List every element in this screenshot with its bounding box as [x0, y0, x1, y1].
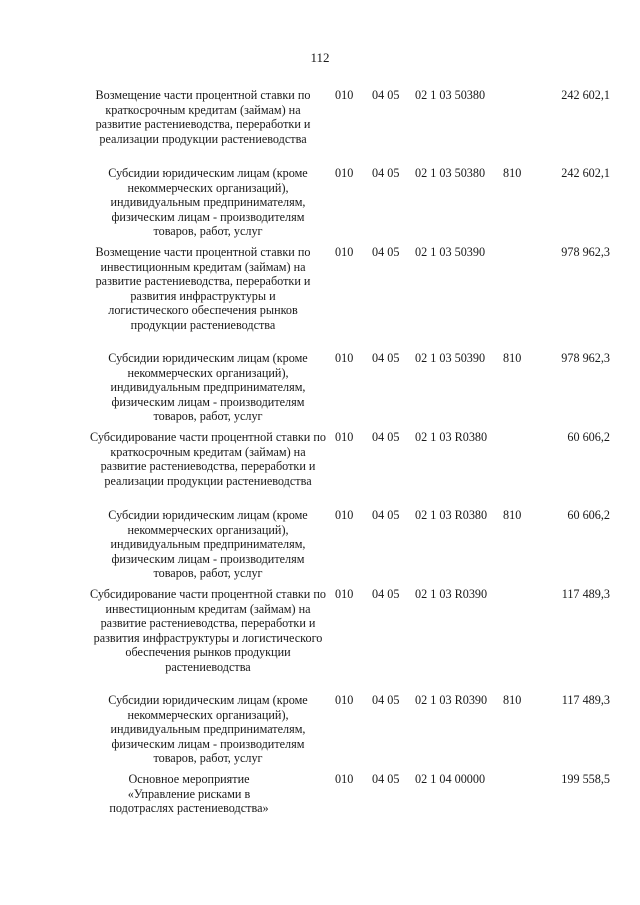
row-program: 02 1 03 50390 — [415, 351, 486, 365]
row-amount: 978 962,3 — [561, 245, 610, 259]
row-amount: 60 606,2 — [567, 430, 610, 444]
row-name: Возмещение части процентной ставки по краткосрочным кредитам (займам) на развитие растениеводства, переработки и реализации продукции растениеводства — [95, 88, 311, 146]
row-name: Субсидии юридическим лицам (кроме некоммерческих организаций), индивидуальным предпринимателям, физическим лицам - производителям товаров, работ, услуг — [108, 693, 308, 765]
row-amount: 242 602,1 — [561, 88, 610, 102]
row-grbs: 010 — [335, 166, 354, 180]
row-program: 02 1 03 R0380 — [415, 430, 488, 444]
row-name: Субсидирование части процентной ставки по краткосрочным кредитам (займам) на развитие растениеводства, переработки и реализации продукции растениеводства — [90, 430, 326, 488]
row-grbs: 010 — [335, 430, 354, 444]
row-grbs: 010 — [335, 693, 354, 707]
row-section: 04 05 — [372, 430, 400, 444]
row-grbs: 010 — [335, 772, 354, 786]
row-section: 04 05 — [372, 166, 400, 180]
row-section: 04 05 — [372, 88, 400, 102]
row-amount: 199 558,5 — [561, 772, 610, 786]
row-amount: 242 602,1 — [561, 166, 610, 180]
row-section: 04 05 — [372, 351, 400, 365]
page-number: 112 — [310, 50, 330, 65]
row-name: Субсидии юридическим лицам (кроме некоммерческих организаций), индивидуальным предпринимателям, физическим лицам - производителям товаров, работ, услуг — [108, 351, 308, 423]
row-name: Субсидии юридическим лицам (кроме некоммерческих организаций), индивидуальным предпринимателям, физическим лицам - производителям товаров, работ, услуг — [108, 508, 308, 580]
row-amount: 978 962,3 — [561, 351, 610, 365]
row-program: 02 1 03 50380 — [415, 166, 486, 180]
row-grbs: 010 — [335, 351, 354, 365]
row-program: 02 1 03 50390 — [415, 245, 486, 259]
row-section: 04 05 — [372, 693, 400, 707]
row-vr: 810 — [503, 508, 522, 522]
row-section: 04 05 — [372, 508, 400, 522]
row-vr: 810 — [503, 166, 522, 180]
row-program: 02 1 04 00000 — [415, 772, 486, 786]
row-grbs: 010 — [335, 587, 354, 601]
row-grbs: 010 — [335, 88, 354, 102]
row-vr: 810 — [503, 351, 522, 365]
row-name: Возмещение части процентной ставки по инвестиционным кредитам (займам) на развитие растениеводства, переработки и развития инфраструктуры и логистического обеспечения рынков продукции растениеводства — [95, 245, 311, 332]
row-section: 04 05 — [372, 587, 400, 601]
row-amount: 117 489,3 — [561, 587, 610, 601]
row-grbs: 010 — [335, 508, 354, 522]
row-amount: 60 606,2 — [567, 508, 610, 522]
row-program: 02 1 03 R0390 — [415, 693, 488, 707]
row-vr: 810 — [503, 693, 522, 707]
row-name: Основное мероприятие «Управление рисками в подотраслях растениеводства» — [109, 772, 269, 815]
row-grbs: 010 — [335, 245, 354, 259]
row-section: 04 05 — [372, 245, 400, 259]
row-name: Субсидии юридическим лицам (кроме некоммерческих организаций), индивидуальным предпринимателям, физическим лицам - производителям товаров, работ, услуг — [108, 166, 308, 238]
row-section: 04 05 — [372, 772, 400, 786]
row-name: Субсидирование части процентной ставки по инвестиционным кредитам (займам) на развитие растениеводства, переработки и развития инфраструктуры и логистического обеспечения рынков продукции растениеводства — [90, 587, 326, 674]
row-program: 02 1 03 R0380 — [415, 508, 488, 522]
row-program: 02 1 03 R0390 — [415, 587, 488, 601]
row-program: 02 1 03 50380 — [415, 88, 486, 102]
row-amount: 117 489,3 — [561, 693, 610, 707]
